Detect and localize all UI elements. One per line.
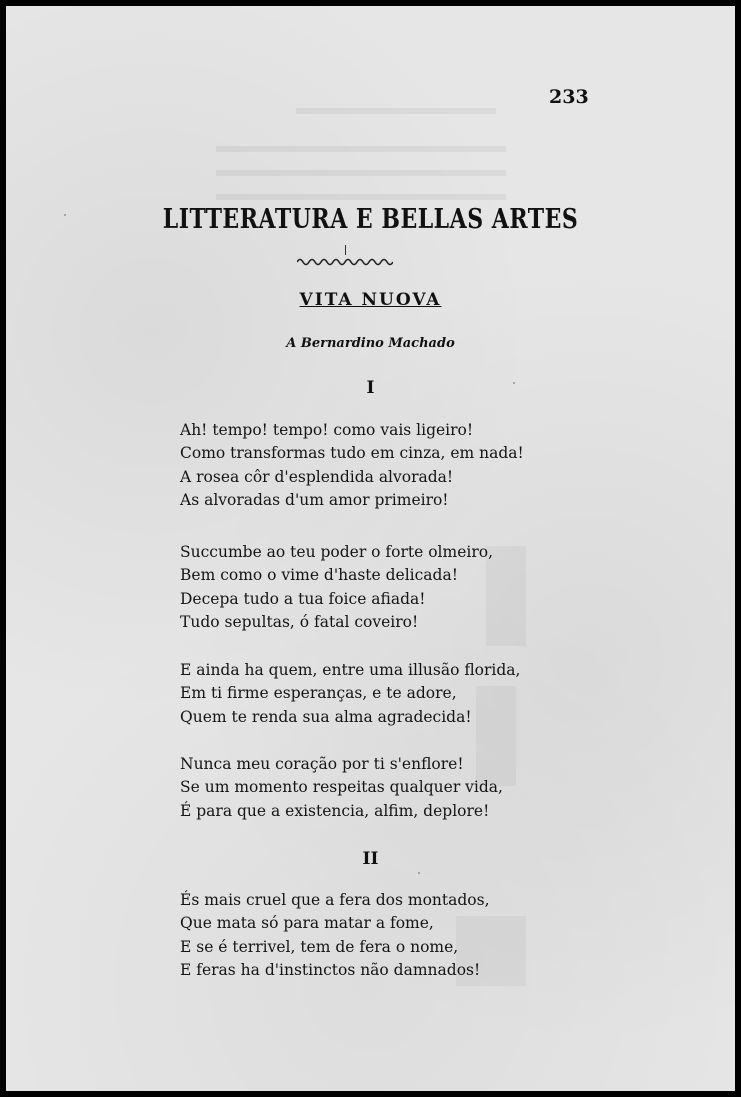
stanza [180,753,520,823]
part-numeral: I [366,378,375,398]
part-numeral: II [362,849,379,869]
poem-line: E feras ha d'instinctos não damnados! [180,960,481,979]
stanza [180,419,524,512]
poem-line: É para que a existencia, alfim, deplore! [180,801,490,820]
book-page [6,6,735,1091]
stanza [180,659,520,729]
poem-line: A rosea côr d'esplendida alvorada! [180,467,454,486]
poem-line: Ah! tempo! tempo! como vais ligeiro! [180,421,474,439]
page-number: 233 [549,86,589,108]
poem-title: VITA NUOVA [299,290,442,310]
poem-line: Bem como o vime d'haste delicada! [180,566,458,585]
poem-line: Se um momento respeitas qualquer vida, [180,778,503,797]
poem-line: Quem te renda sua alma agradecida! [180,707,472,726]
poem-line: E se é terrivel, tem de fera o nome, [180,937,459,956]
poem-line: Em ti firme esperanças, e te adore, [180,684,457,703]
section-title: LITTERATURA E BELLAS ARTES [162,203,579,236]
poem-line: És mais cruel que a fera dos montados, [180,891,490,909]
poem-line: As alvoradas d'um amor primeiro! [180,490,449,509]
wavy-rule-ornament [297,256,393,268]
poem-line: Tudo sepultas, ó fatal coveiro! [180,612,419,631]
poem-line: E ainda ha quem, entre uma illusão florida, [180,661,521,679]
poem-line: Como transformas tudo em cinza, em nada! [180,444,524,463]
poem-dedication: A Bernardino Machado [286,336,455,351]
poem-line: Decepa tudo a tua foice afiada! [180,589,426,608]
poem-line: Nunca meu coração por ti s'enflore! [180,755,464,773]
poem-line: Succumbe ao teu poder o forte olmeiro, [180,543,494,561]
stanza [180,541,520,634]
stanza [180,889,520,982]
poem-line: Que mata só para matar a fome, [180,914,434,933]
ornament-tick [345,245,346,255]
